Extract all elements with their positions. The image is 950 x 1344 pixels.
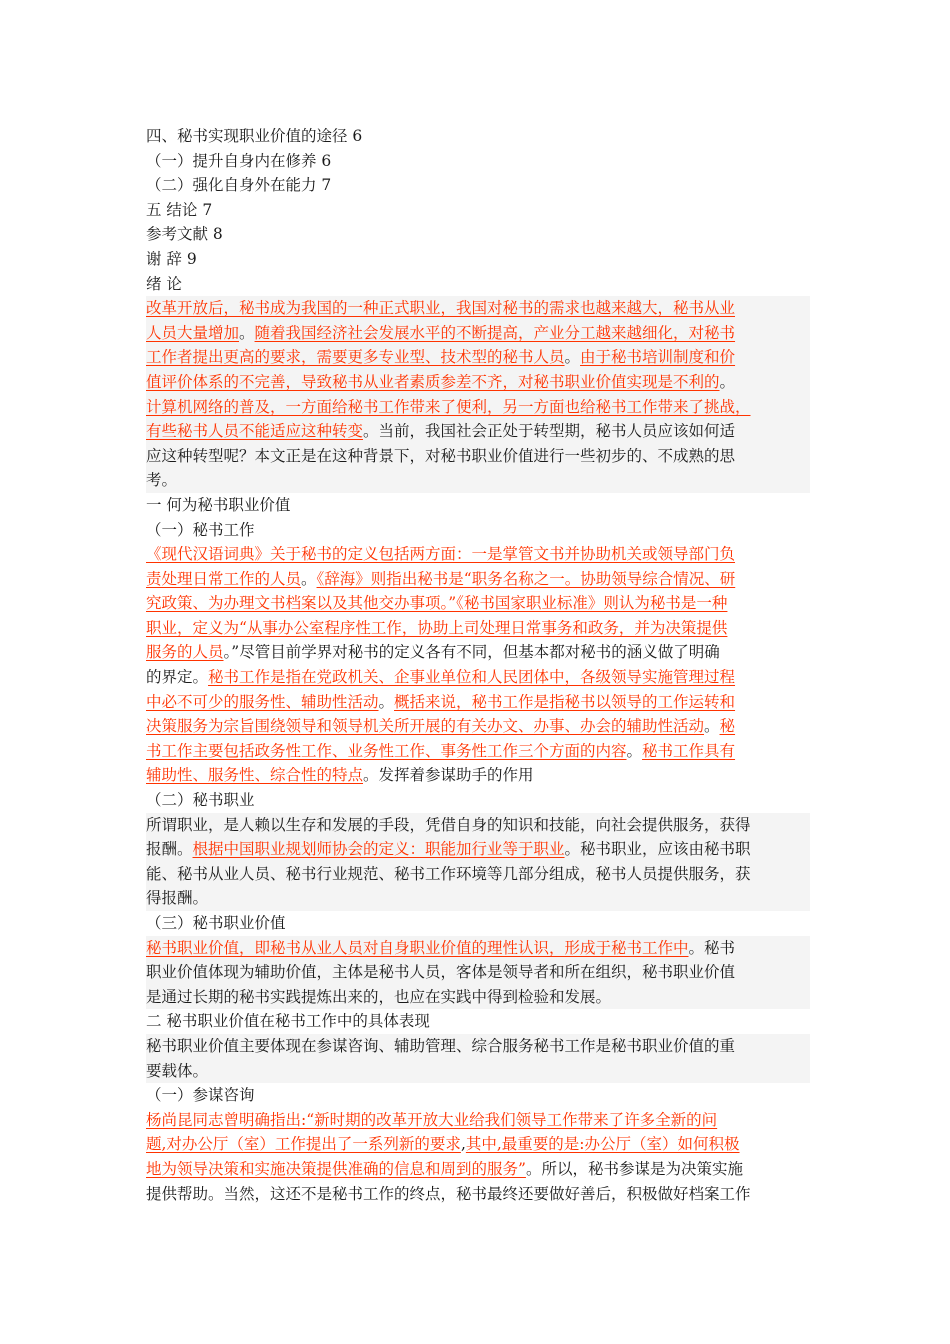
text-line	[146, 1059, 810, 1084]
text-line	[146, 936, 810, 961]
text-segment: 。当前，我国社会正处于转型期，秘书人员应该如何适	[363, 422, 736, 441]
sub4-heading: （一）参谋咨询	[146, 1086, 255, 1105]
text-line	[146, 345, 810, 370]
toc-entry: 五 结论 7	[146, 200, 213, 219]
text-line	[146, 1157, 810, 1182]
highlighted-text: 地为领导决策和实施决策提供准确的信息和周到的服务”	[146, 1159, 526, 1178]
section2-paragraph	[146, 1034, 810, 1083]
toc-entry: 谢 辞 9	[146, 249, 197, 268]
highlighted-text: 秘书职业价值，即秘书从业人员对自身职业价值的理性认识，形成于秘书工作中	[146, 938, 689, 957]
text-line	[146, 616, 810, 641]
text-line	[146, 321, 810, 346]
highlighted-text: 中必不可少的服务性、辅助性活动	[146, 692, 379, 711]
text-segment: 所谓职业，是人赖以生存和发展的手段，凭借自身的知识和技能，向社会提供服务，获得	[146, 815, 751, 834]
text-line	[146, 763, 810, 788]
highlighted-text: 决策服务为宗旨围绕领导和领导机关所开展的有关办文、办事、办会的辅助性活动	[146, 717, 705, 736]
text-line	[146, 468, 810, 493]
sub1-paragraph	[146, 542, 810, 788]
text-segment: 考。	[146, 471, 178, 490]
text-segment: 。	[719, 372, 736, 391]
highlighted-text: 计算机网络的普及，一方面给秘书工作带来了便利，另一方面也给秘书工作带来了挑战，	[146, 397, 751, 416]
text-line	[146, 567, 810, 592]
highlighted-text: 根据中国职业规划师协会的定义：职能加行业等于职业	[192, 840, 565, 859]
intro-paragraph	[146, 296, 810, 493]
section2-heading: 二 秘书职业价值在秘书工作中的具体表现	[146, 1012, 430, 1031]
toc-entry: 四、秘书实现职业价值的途径 6	[146, 127, 363, 145]
highlighted-text: 秘	[719, 717, 736, 736]
text-line	[146, 665, 810, 690]
highlighted-text: 职业，定义为“从事办公室程序性工作，协助上司处理日常事务和政务，并为决策提供	[146, 618, 728, 637]
text-line	[146, 690, 810, 715]
text-line	[146, 813, 810, 838]
highlighted-text: 随着我国经济社会发展水平的不断提高，产业分工越来越细化，对秘书	[254, 323, 736, 342]
text-line	[146, 960, 810, 985]
text-line	[146, 714, 810, 739]
highlighted-text: 书工作主要包括政务性工作、业务性工作、事务性工作三个方面的内容	[146, 741, 627, 760]
highlighted-text: 工作者提出更高的要求，需要更多专业型、技术型的秘书人员	[146, 348, 565, 367]
toc-entry: 参考文献 8	[146, 225, 223, 244]
text-segment: 能、秘书从业人员、秘书行业规范、秘书工作环境等几部分组成，秘书人员提供服务，获	[146, 864, 751, 883]
highlighted-text: 其中,最重要的是:办公厅（室）如何积极	[465, 1135, 740, 1154]
highlighted-text: 改革开放后，秘书成为我国的一种正式职业，我国对秘书的需求也越来越大，秘书从业	[146, 299, 736, 318]
highlighted-text: 值评价体系的不完善，导致秘书从业者素质参差不齐，对秘书职业价值实现是不利的	[146, 372, 720, 391]
highlighted-text: 辅助性、服务性、综合性的特点	[146, 766, 364, 785]
text-line	[146, 886, 810, 911]
highlighted-text: 有些秘书人员不能适应这种转变	[146, 422, 364, 441]
toc-entry: （二）强化自身外在能力 7	[146, 176, 332, 195]
text-line	[146, 542, 810, 567]
text-segment: 。秘书职业，应该由秘书职	[564, 840, 751, 859]
highlighted-text: 究政策、为办理文书档案以及其他交办事项。”《秘书国家职业标准》则认为秘书是一种	[146, 594, 728, 613]
sub2-paragraph	[146, 813, 810, 911]
text-line	[146, 419, 810, 444]
highlighted-text: 由于秘书培训制度和价	[580, 348, 736, 367]
text-line	[146, 1034, 810, 1059]
document-page	[146, 124, 810, 1206]
sub3-paragraph	[146, 936, 810, 1010]
highlighted-text: 秘书工作是指在党政机关、企事业单位和人民团体中，各级领导实施管理过程	[208, 668, 736, 687]
text-segment: 要载体。	[146, 1061, 209, 1080]
text-line	[146, 370, 810, 395]
text-segment: 秘书职业价值主要体现在参谋咨询、辅助管理、综合服务秘书工作是秘书职业价值的重	[146, 1036, 736, 1055]
text-segment: 得报酬。	[146, 889, 209, 908]
highlighted-text: 秘书工作具有	[642, 741, 736, 760]
text-line	[146, 985, 810, 1010]
highlighted-text: 人员大量增加	[146, 323, 240, 342]
text-line	[146, 591, 810, 616]
text-segment: 的界定。	[146, 668, 209, 687]
highlighted-text: 责处理日常工作的人员	[146, 569, 302, 588]
toc-entry: （一）提升自身内在修养 6	[146, 151, 332, 170]
text-segment: ,	[460, 1135, 466, 1154]
text-line	[146, 1132, 810, 1157]
section1-heading: 一 何为秘书职业价值	[146, 495, 291, 514]
text-segment: 。所以，秘书参谋是为决策实施	[525, 1159, 743, 1178]
text-segment: 。	[239, 323, 255, 342]
sub4-paragraph	[146, 1108, 810, 1206]
highlighted-text: 杨尚昆同志曾明确指出:“新时期的改革开放大业给我们领导工作带来了许多全新的问	[146, 1110, 718, 1129]
text-segment: 。	[626, 741, 643, 760]
text-segment: 是通过长期的秘书实践提炼出来的，也应在实践中得到检验和发展。	[146, 987, 612, 1006]
text-line	[146, 1108, 810, 1133]
sub2-heading: （二）秘书职业	[146, 791, 255, 810]
highlighted-text: 服务的人员	[146, 643, 224, 662]
text-segment: 提供帮助。当然，这还不是秘书工作的终点，秘书最终还要做好善后，积极做好档案工作	[146, 1184, 751, 1203]
sub1-heading: （一）秘书工作	[146, 520, 255, 539]
sub3-heading: （三）秘书职业价值	[146, 914, 286, 932]
text-line	[146, 296, 810, 321]
text-segment: 。	[564, 348, 581, 367]
text-line	[146, 837, 810, 862]
text-segment: 。	[704, 717, 720, 736]
text-line	[146, 640, 810, 665]
highlighted-text: 《现代汉语词典》关于秘书的定义包括两方面：一是掌管文书并协助机关或领导部门负	[146, 545, 736, 564]
text-segment: 。发挥着参谋助手的作用	[363, 766, 534, 785]
text-line	[146, 395, 810, 420]
text-segment: 。	[378, 692, 395, 711]
intro-heading: 绪 论	[146, 274, 182, 293]
highlighted-text: 概括来说，秘书工作是指秘书以领导的工作运转和	[394, 692, 736, 711]
highlighted-text: 题,对办公厅（室）工作提出了一系列新的要求	[146, 1135, 461, 1154]
text-segment: 。	[301, 569, 317, 588]
table-of-contents	[146, 124, 810, 272]
text-segment: 。”尽管目前学界对秘书的定义各有不同，但基本都对秘书的涵义做了明确	[223, 643, 720, 662]
text-line	[146, 1182, 810, 1207]
text-segment: 报酬。	[146, 840, 193, 859]
text-line	[146, 444, 810, 469]
text-line	[146, 739, 810, 764]
text-segment: 应这种转型呢？本文正是在这种背景下，对秘书职业价值进行一些初步的、不成熟的思	[146, 446, 736, 465]
text-line	[146, 862, 810, 887]
highlighted-text: 《辞海》则指出秘书是“职务名称之一。协助领导综合情况、研	[316, 569, 736, 588]
text-segment: 。秘书	[688, 938, 736, 957]
text-segment: 职业价值体现为辅助价值，主体是秘书人员，客体是领导者和所在组织，秘书职业价值	[146, 963, 736, 982]
